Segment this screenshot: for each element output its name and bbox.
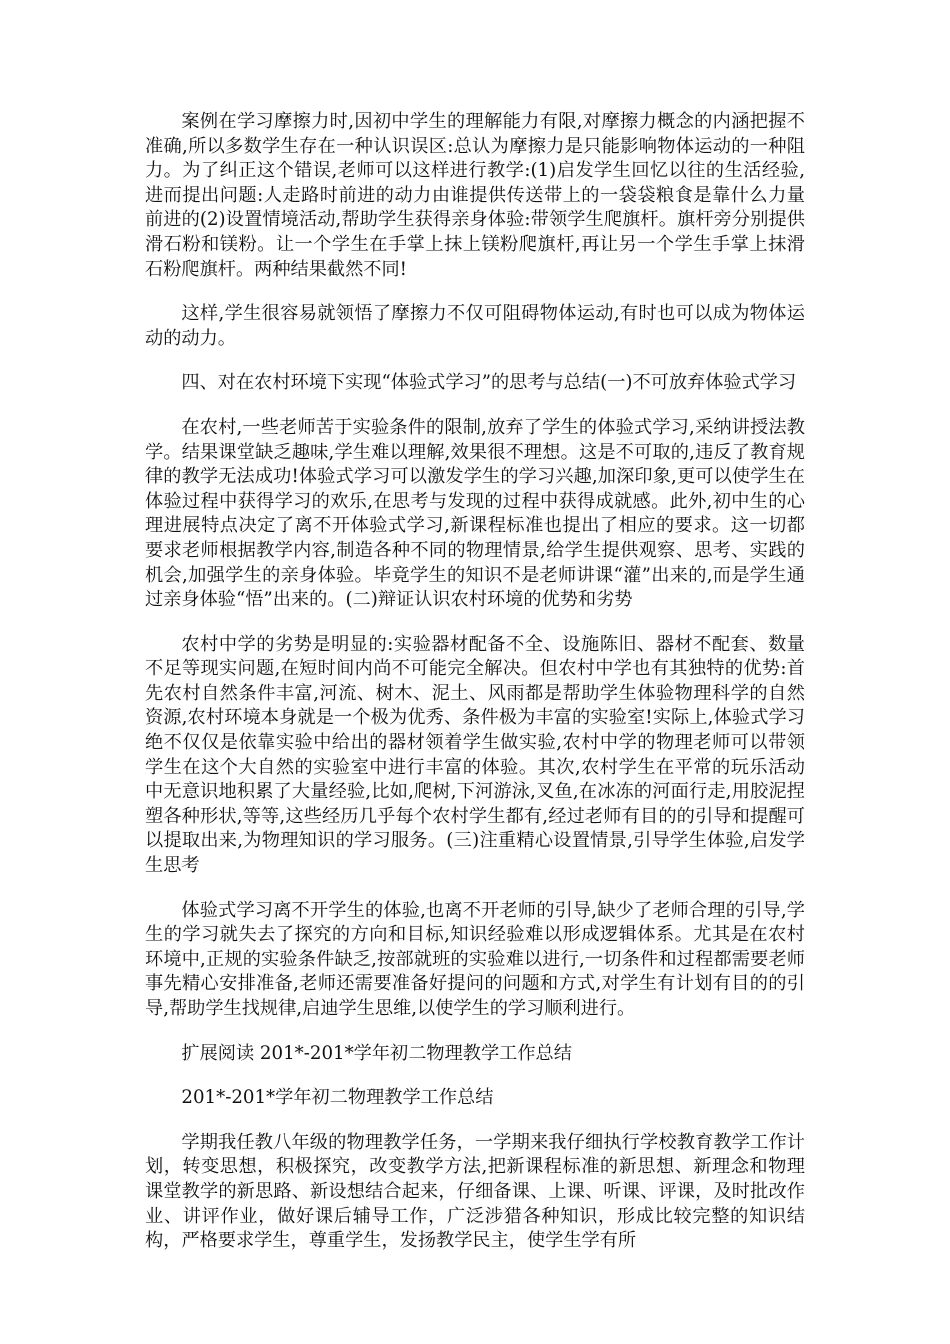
paragraph-rural-advantages: 农村中学的劣势是明显的:实验器材配备不全、设施陈旧、器材不配套、数量不足等现实问题,在短时间内尚不可能完全解决。但农村中学也有其独特的优势:首先农村自然条件丰富,河流、树木、泥土、风雨都是帮助学生体验物理科学的自然资源,农村环境本身就是一个极为优秀、条件极为丰富的实验室!实际上,体验式学习绝不仅仅是依靠实验中给出的器材领着学生做实验,农村中学的物理老师可以带领学生在这个大自然的实验室中进行丰富的体验。其次,农村学生在平常的玩乐活动中无意识地积累了大量经验,比如,爬树,下河游泳,叉鱼,在冰冻的河面行走,用胶泥捏塑各种形状,等等,这些经历几乎每个农村学生都有,经过老师有目的的引导和提醒可以提取出来,为物理知识的学习服务。(三)注重精心设置情景,引导学生体验,启发学生思考 (145, 633, 805, 877)
paragraph-semester-summary: 学期我任教八年级的物理教学任务，一学期来我仔细执行学校教育教学工作计划，转变思想，积极探究，改变教学方法,把新课程标准的新思想、新理念和物理课堂教学的新思路、新设想结合起来，仔细备课、上课、听课、评课，及时批改作业、讲评作业，做好课后辅导工作，广泛涉猎各种知识，形成比较完整的知识结构，严格要求学生，尊重学生，发扬教学民主，使学生学有所 (145, 1131, 805, 1252)
document-body (145, 110, 805, 1274)
paragraph-teacher-guidance: 体验式学习离不开学生的体验,也离不开老师的引导,缺少了老师合理的引导,学生的学习就失去了探究的方向和目标,知识经验难以形成逻辑体系。尤其是在农村环境中,正规的实验条件缺乏,按部就班的实验难以进行,一切条件和过程都需要老师事先精心安排准备,老师还需要准备好提问的问题和方式,对学生有计划有目的的引导,帮助学生找规律,启迪学生思维,以使学生的学习顺利进行。 (145, 899, 805, 1019)
paragraph-friction-case: 案例在学习摩擦力时,因初中学生的理解能力有限,对摩擦力概念的内涵把握不准确,所以多数学生存在一种认识误区:总认为摩擦力是只能影响物体运动的一种阻力。为了纠正这个错误,老师可以这样进行教学:(1)启发学生回忆以往的生活经验,进而提出问题:人走路时前进的动力由谁提供传送带上的一袋袋粮食是靠什么力量前进的(2)设置情境活动,帮助学生获得亲身体验:带领学生爬旗杆。旗杆旁分别提供滑石粉和镁粉。让一个学生在手掌上抹上镁粉爬旗杆,再让另一个学生手掌上抹滑石粉爬旗杆。两种结果截然不同! (145, 111, 805, 280)
section-heading-reflection: 四、对在农村环境下实现“体验式学习”的思考与总结(一)不可放弃体验式学习 (181, 372, 797, 394)
paragraph-friction-conclusion: 这样,学生很容易就领悟了摩擦力不仅可阻碍物体运动,有时也可以成为物体运动的动力。 (145, 303, 805, 349)
extended-reading-heading: 扩展阅读 201*-201*学年初二物理教学工作总结 (181, 1042, 572, 1064)
summary-title: 201*-201*学年初二物理教学工作总结 (181, 1087, 494, 1109)
paragraph-rural-teaching: 在农村,一些老师苦于实验条件的限制,放弃了学生的体验式学习,采纳讲授法教学。结果课堂缺乏趣味,学生难以理解,效果很不理想。这是不可取的,违反了教育规律的教学无法成功!体验式学习可以激发学生的学习兴趣,加深印象,更可以使学生在体验过程中获得学习的欢乐,在思考与发现的过程中获得成就感。此外,初中生的心理进展特点决定了离不开体验式学习,新课程标准也提出了相应的要求。这一切都要求老师根据教学内容,制造各种不同的物理情景,给学生提供观察、思考、实践的机会,加强学生的亲身体验。毕竟学生的知识不是老师讲课“灌”出来的,而是学生通过亲身体验“悟”出来的。(二)辩证认识农村环境的优势和劣势 (145, 416, 805, 611)
